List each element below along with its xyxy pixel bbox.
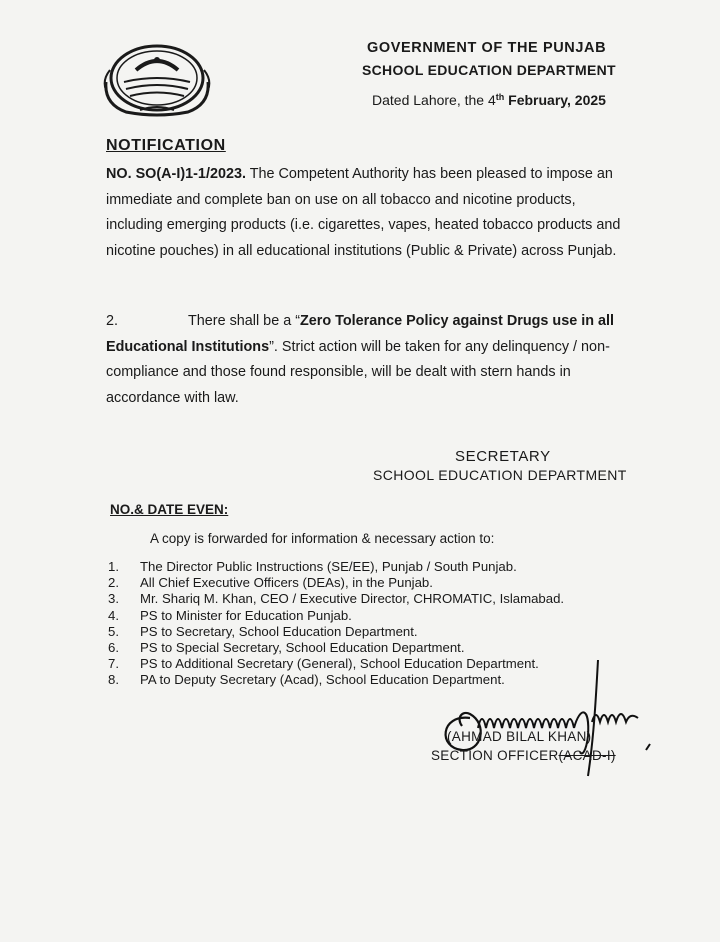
government-title: GOVERNMENT OF THE PUNJAB	[367, 40, 607, 56]
forwarding-intro: A copy is forwarded for information & necessary action to:	[150, 531, 495, 546]
recipient-number: 6.	[108, 639, 119, 655]
recipient-text: PS to Additional Secretary (General), School Education Department.	[140, 656, 539, 672]
zero-tolerance-policy: Zero Tolerance Policy against Drugs use in all Educational Institutions	[106, 313, 615, 355]
punjab-government-emblem	[96, 40, 218, 120]
recipient-item	[108, 624, 564, 640]
paragraph-1	[106, 162, 636, 264]
recipient-text: PS to Minister for Education Punjab.	[140, 607, 352, 623]
recipient-number: 5.	[108, 623, 119, 639]
recipient-item	[108, 608, 564, 624]
recipient-number: 4.	[108, 607, 119, 623]
dated-suffix: th	[495, 92, 505, 102]
no-date-even-heading: NO.& DATE EVEN:	[110, 502, 229, 517]
designation-text: SECTION OFFICER	[431, 748, 559, 763]
handwritten-signature	[430, 656, 660, 786]
recipient-text: PA to Deputy Secretary (Acad), School Education Department.	[140, 672, 505, 688]
dated-line	[372, 92, 606, 108]
officer-designation	[431, 748, 616, 763]
dated-rest: February, 2025	[504, 92, 606, 108]
reference-number: NO. SO(A-I)1-1/2023.	[106, 166, 246, 182]
recipient-item	[108, 559, 564, 575]
recipient-item	[108, 640, 564, 656]
recipient-number: 2.	[108, 575, 119, 591]
officer-name: (AHMAD BILAL KHAN)	[447, 729, 592, 744]
secretary-title: SECRETARY	[455, 448, 551, 465]
recipient-text: PS to Special Secretary, School Education Department.	[140, 639, 465, 655]
paragraph-2	[106, 309, 636, 411]
paragraph-2-rest: ”. Strict action will be taken for any delinquency / non-compliance and those found responsible, will be dealt with stern hands in accordance with law.	[106, 338, 610, 406]
recipient-item	[108, 575, 564, 591]
recipient-text: All Chief Executive Officers (DEAs), in the Punjab.	[140, 575, 433, 591]
paragraph-1-text: The Competent Authority has been pleased to impose an immediate and complete ban on use on all tobacco and nicotine products, including emerging products (i.e. cigarettes, vapes, heated tobacco products and nicotine pouches) in all educational institutions (Public & Private) across Punjab.	[106, 166, 621, 259]
department-title: SCHOOL EDUCATION DEPARTMENT	[362, 62, 616, 78]
recipient-number: 3.	[108, 591, 119, 607]
recipient-text: Mr. Shariq M. Khan, CEO / Executive Director, CHROMATIC, Islamabad.	[140, 591, 565, 607]
recipient-number: 1.	[108, 559, 119, 574]
recipient-item	[108, 591, 564, 607]
paragraph-2-lead: There shall be a “	[188, 313, 300, 329]
recipient-text: PS to Secretary, School Education Department.	[140, 623, 418, 639]
recipient-text: The Director Public Instructions (SE/EE), Punjab / South Punjab.	[140, 559, 517, 574]
recipient-number: 7.	[108, 656, 119, 672]
paragraph-2-number: 2.	[106, 313, 119, 329]
struck-through-text: (ACAD-I)	[558, 748, 616, 763]
dated-prefix: Dated Lahore, the 4	[372, 92, 496, 108]
secretary-department: SCHOOL EDUCATION DEPARTMENT	[373, 467, 627, 483]
notification-heading: NOTIFICATION	[106, 137, 226, 154]
recipient-number: 8.	[108, 672, 119, 688]
